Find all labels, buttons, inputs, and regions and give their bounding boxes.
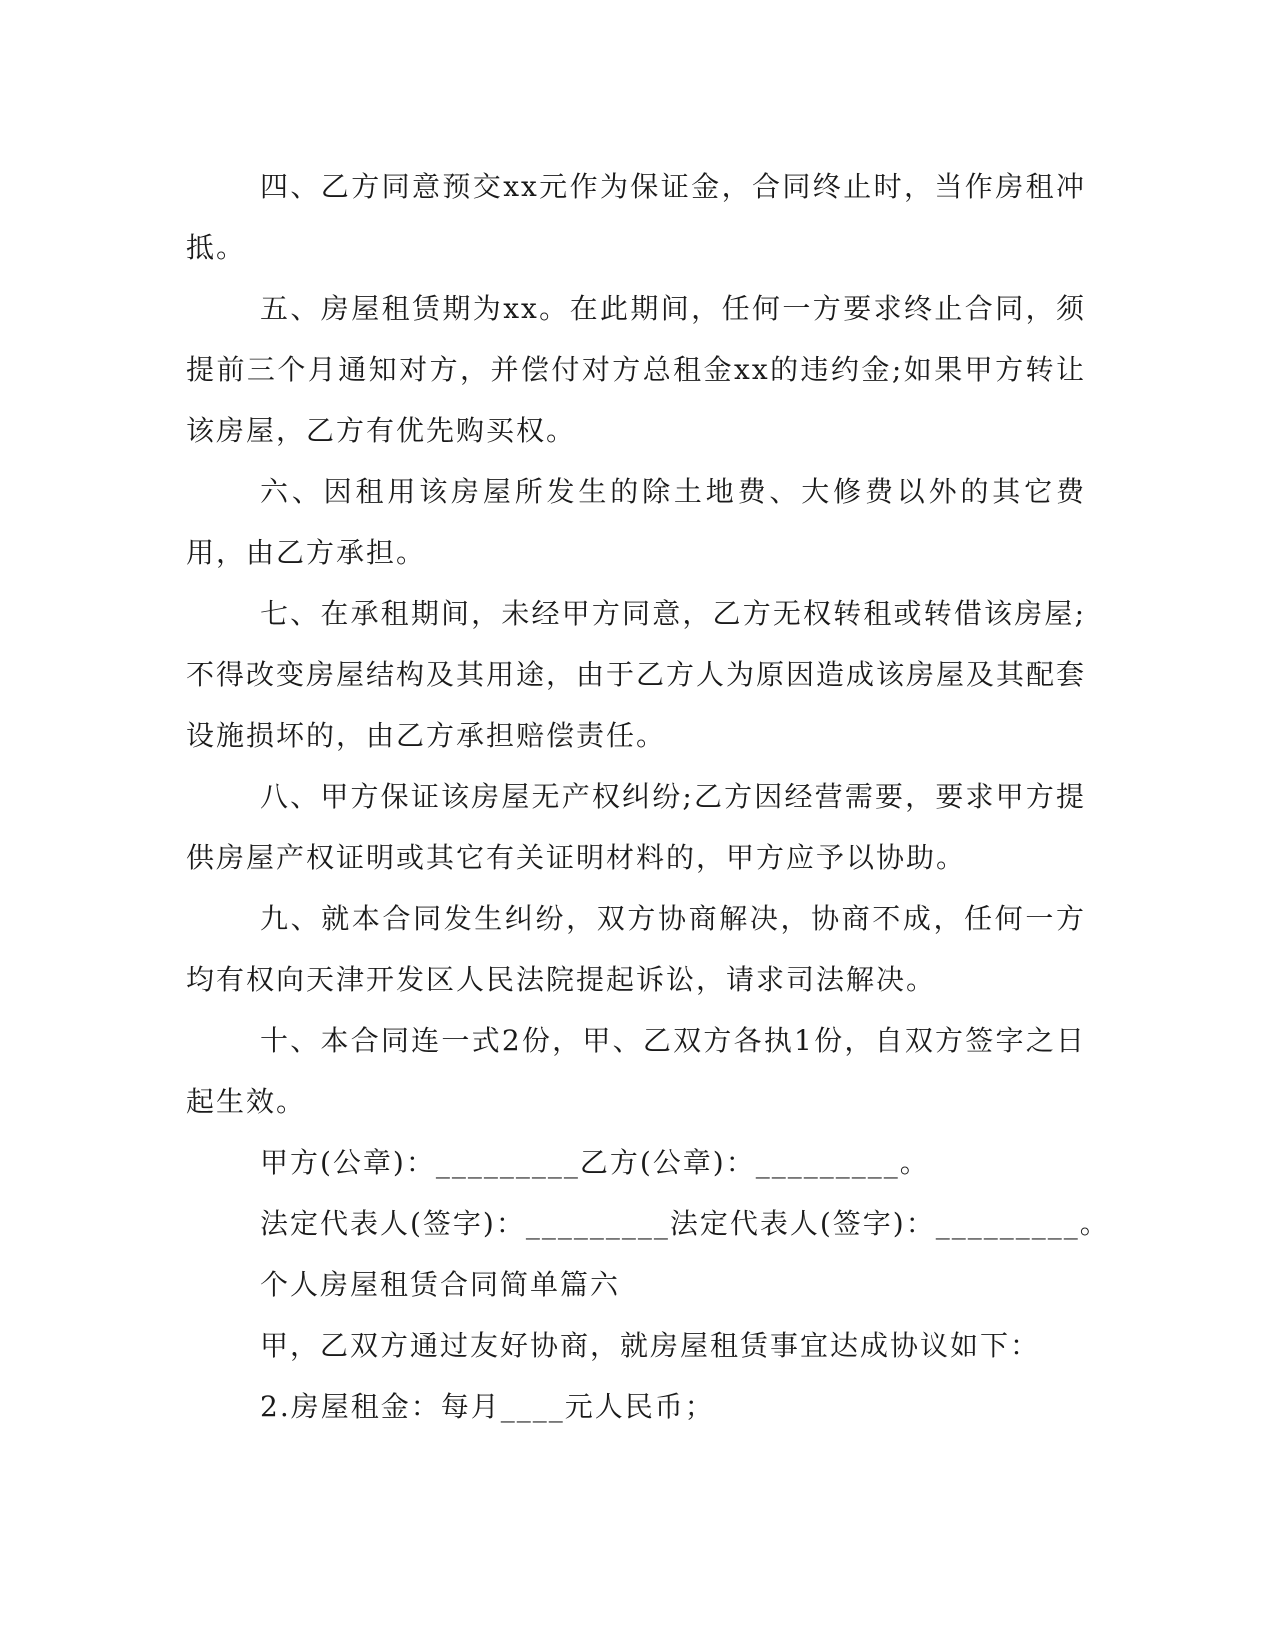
clause-10: 十、本合同连一式2份，甲、乙双方各执1份，自双方签字之日起生效。 (186, 1024, 1086, 1118)
document-page (186, 156, 1110, 1437)
signature-representative-line: 法定代表人(签字)：_________法定代表人(签字)：_________。 (260, 1207, 1110, 1240)
clause-4: 四、乙方同意预交xx元作为保证金，合同终止时，当作房租冲抵。 (186, 170, 1086, 264)
clause-8: 八、甲方保证该房屋无产权纠纷;乙方因经营需要，要求甲方提供房屋产权证明或其它有关证明材料的，甲方应予以协助。 (186, 780, 1086, 874)
signature-seal-line: 甲方(公章)：_________乙方(公章)：_________。 (260, 1146, 930, 1179)
section-title: 个人房屋租赁合同简单篇六 (260, 1268, 621, 1301)
clause-9: 九、就本合同发生纠纷，双方协商解决，协商不成，任何一方均有权向天津开发区人民法院提起诉讼，请求司法解决。 (186, 902, 1086, 996)
clause-7: 七、在承租期间，未经甲方同意，乙方无权转租或转借该房屋;不得改变房屋结构及其用途，由于乙方人为原因造成该房屋及其配套设施损坏的，由乙方承担赔偿责任。 (186, 597, 1087, 752)
rent-clause: 2.房屋租金：每月____元人民币； (260, 1390, 715, 1423)
clause-5: 五、房屋租赁期为xx。在此期间，任何一方要求终止合同，须提前三个月通知对方，并偿付对方总租金xx的违约金;如果甲方转让该房屋，乙方有优先购买权。 (186, 292, 1086, 447)
clause-6: 六、因租用该房屋所发生的除土地费、大修费以外的其它费用，由乙方承担。 (186, 475, 1086, 569)
agreement-intro: 甲，乙双方通过友好协商，就房屋租赁事宜达成协议如下： (260, 1329, 1041, 1362)
